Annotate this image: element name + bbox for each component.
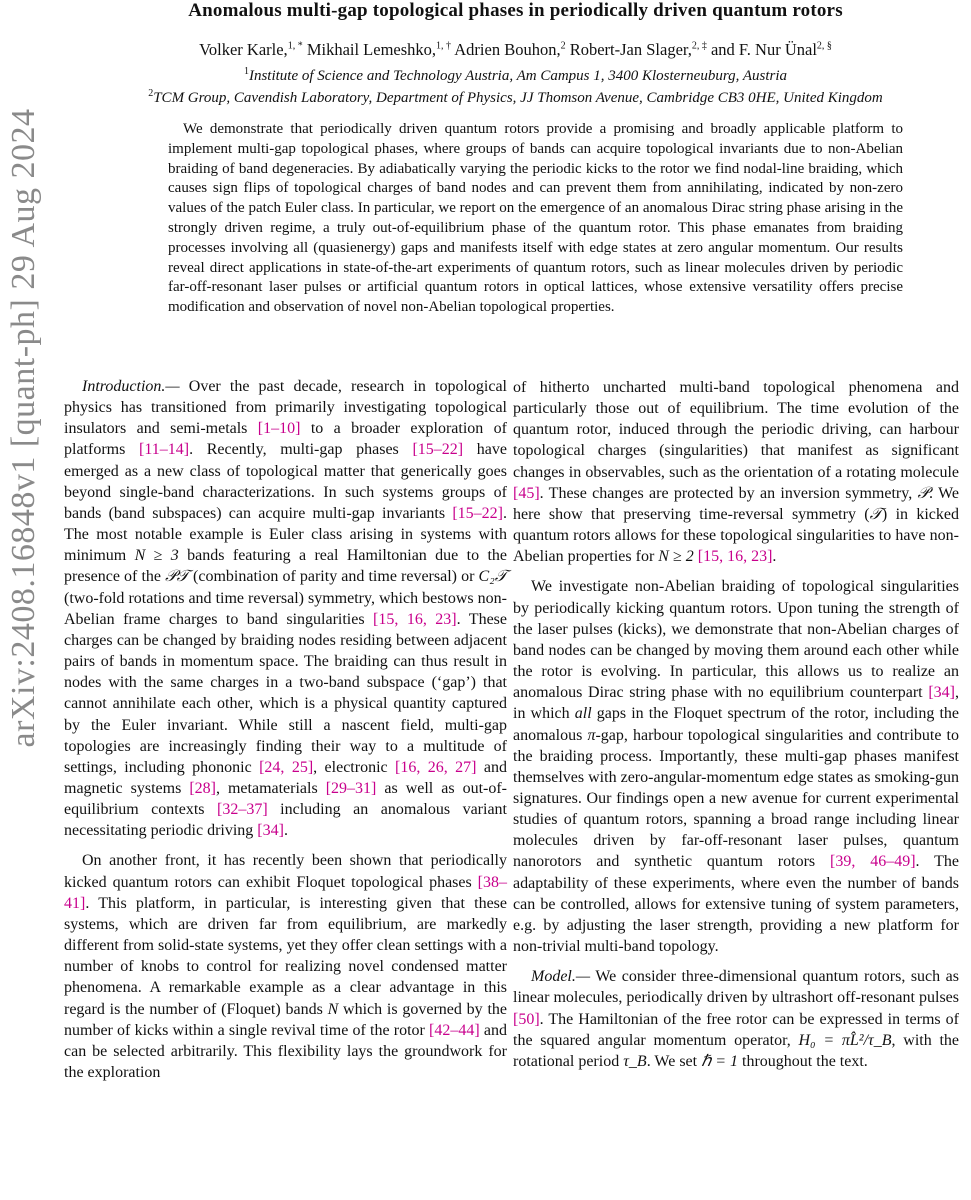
- math: C₂𝒯: [478, 568, 507, 586]
- section-heading: Introduction.—: [82, 378, 180, 395]
- citation-link[interactable]: [11–14]: [139, 441, 190, 459]
- citation-link[interactable]: [24, 25]: [259, 758, 314, 776]
- math: τ_B: [623, 1052, 647, 1070]
- citation-link[interactable]: [15–22]: [452, 504, 503, 522]
- citation-link[interactable]: [15–22]: [412, 441, 464, 459]
- affiliation-1: [60, 66, 971, 85]
- citation-link[interactable]: [39, 46–49]: [830, 853, 916, 871]
- affiliation-text: TCM Group, Cavendish Laboratory, Department of Physics, JJ Thomson Avenue, Cambridge CB3 0HE, United Kingdom: [153, 90, 883, 106]
- citation-link[interactable]: [34]: [928, 684, 955, 702]
- right-column: [513, 377, 959, 1072]
- citation-link[interactable]: [38–41]: [64, 873, 507, 912]
- math: N ≥ 2: [658, 548, 694, 566]
- author-list: [60, 40, 971, 60]
- citation-link[interactable]: [45]: [513, 484, 540, 502]
- author: Robert-Jan Slager,: [569, 40, 692, 59]
- citation-link[interactable]: [28]: [189, 779, 216, 797]
- math: 𝒫: [917, 484, 930, 502]
- citation-link[interactable]: [15, 16, 23]: [697, 548, 773, 566]
- author: Mikhail Lemeshko,: [306, 40, 437, 59]
- affiliation-text: Institute of Science and Technology Austria, Am Campus 1, 3400 Klosterneuburg, Austria: [248, 68, 788, 84]
- abstract: We demonstrate that periodically driven quantum rotors provide a promising and broadly applicable platform to implement multi-gap topological phases, where groups of bands can acquire topological invariants due to non-Abelian braiding of band degeneracies. By adiabatically varying the periodic kicks to the rotor we find nodal-line braiding, which causes sign flips of topological charges of band nodes and can prevent them from annihilating, indicated by non-zero values of the patch Euler class. In particular, we report on the emergence of an anomalous Dirac string phase arising in the strongly driven regime, a truly out-of-equilibrium phase of the quantum rotor. This phase emanates from braiding processes involving all (quasienergy) gaps and manifests itself with edge states at zero angular momentum. Our results reveal direct applications in state-of-the-art experiments of quantum rotors, such as linear molecules driven by periodic far-off-resonant laser pulses or artificial quantum rotors in optical lattices, whose extensive versatility offers precise modification and observation of novel non-Abelian topological properties.: [168, 121, 903, 316]
- math: 𝒯: [869, 505, 882, 523]
- citation-link[interactable]: [50]: [513, 1010, 540, 1028]
- author-affil-mark: 1, †: [436, 40, 452, 52]
- paragraph-introduction: Introduction.— Over the past decade, research in topological physics has transitioned from primarily investigating topological insulators and semi-metals [1–10] to a broader exploration of platforms [11–14]. Recently, multi-gap phases [15–22] have emerged as a new class of topological matter that generically goes beyond single-band characterizations. In such systems groups of bands (band subspaces) can acquire multi-gap invariants [15–22]. The most notable example is Euler class arising in systems with minimum N ≥ 3 bands featuring a real Hamiltonian due to the presence of the 𝒫𝒯 (combination of parity and time reversal) or C₂𝒯 (two-fold rotations and time reversal) symmetry, which bestows non-Abelian frame charges to band singularities [15, 16, 23]. These charges can be changed by braiding nodes residing between adjacent pairs of bands in momentum space. The braiding can thus result in nodes with the same charges in a two-band subspace (‘gap’) that cannot annihilate each other, which is a physical quantity captured by the Euler invariant. While still a nascent field, multi-gap topologies are increasingly finding their way to a multitude of settings, including phononic [24, 25], electronic [16, 26, 27] and magnetic systems [28], metamaterials [29–31] as well as out-of-equilibrium contexts [32–37] including an anomalous variant necessitating periodic driving [34].: [64, 378, 508, 840]
- citation-link[interactable]: [29–31]: [325, 779, 377, 797]
- citation-link[interactable]: [15, 16, 23]: [373, 610, 457, 628]
- section-heading: Model.—: [531, 968, 591, 986]
- citation-link[interactable]: [32–37]: [217, 801, 268, 819]
- author: and F. Nur Ünal: [710, 40, 817, 59]
- math: 𝒫𝒯: [165, 568, 189, 586]
- citation-link[interactable]: [1–10]: [257, 420, 301, 438]
- author-affil-mark: 2, §: [816, 40, 832, 52]
- emphasis: all: [574, 705, 592, 723]
- math: π: [587, 726, 596, 744]
- arxiv-identifier: arXiv:2408.16848v1 [quant-ph] 29 Aug 2024: [5, 108, 42, 748]
- paragraph-model: Model.— We consider three-dimensional quantum rotors, such as linear molecules, periodically driven by ultrashort off-resonant pulses [50]. The Hamiltonian of the free rotor can be expressed in terms of the squared angular momentum operator, H₀ = πL̂²/τ_B, with the rotational period τ_B. We set ℏ = 1 throughout the text.: [513, 968, 960, 1070]
- author: Adrien Bouhon,: [454, 40, 561, 59]
- author-affil-mark: 2: [560, 40, 566, 52]
- affiliation-2: [60, 88, 971, 107]
- author-affil-mark: 2, ‡: [691, 40, 707, 52]
- left-column: [64, 376, 507, 1083]
- affiliation-number: 1: [243, 66, 249, 77]
- citation-link[interactable]: [42–44]: [429, 1021, 480, 1039]
- paragraph: On another front, it has recently been shown that periodically kicked quantum rotors can exhibit Floquet topological phases [38–41]. This platform, in particular, is interesting given that these systems, which are driven far from equilibrium, are markedly different from solid-state systems, yet they offer clean settings with a number of knobs to control for realizing novel condensed matter phenomena. A remarkable example as a clear advantage in this regard is the number of (Floquet) bands N which is governed by the number of kicks within a single revival time of the rotor [42–44] and can be selected arbitrarily. This flexibility lays the groundwork for the exploration: [64, 852, 507, 1081]
- paragraph: We investigate non-Abelian braiding of topological singularities by periodically kicking quantum rotors. Upon tuning the strength of the laser pulses (kicks), we demonstrate that non-Abelian charges of band nodes can be changed by moving them around each other while the rotor is evolving. In particular, this allows us to realize an anomalous Dirac string phase with no equilibrium counterpart [34], in which all gaps in the Floquet spectrum of the rotor, including the anomalous π-gap, harbour topological singularities and contribute to the braiding process. Importantly, these multi-gap phases manifest themselves with zero-angular-momentum edge states as smoking-gun signatures. Our findings open a new avenue for current experimental studies of quantum rotors, spanning a broad range including linear molecules driven by far-off-resonant laser pulses, quantum nanorotors and synthetic quantum rotors [39, 46–49]. The adaptability of these experiments, where even the number of bands can be controlled, allows for extensive tuning of system parameters, e.g. by adjusting the laser strength, providing a new platform for non-trivial multi-band topology.: [513, 578, 960, 956]
- affiliation-number: 2: [148, 88, 154, 99]
- citation-link[interactable]: [34]: [257, 822, 284, 840]
- author-affil-mark: 1, *: [287, 40, 303, 52]
- author: Volker Karle,: [199, 40, 288, 59]
- arxiv-sidebar: [0, 108, 50, 748]
- citation-link[interactable]: [16, 26, 27]: [395, 758, 477, 776]
- paper-title: Anomalous multi-gap topological phases in periodically driven quantum rotors: [188, 0, 843, 21]
- math: H₀ = πL̂²/τ_B: [798, 1031, 892, 1049]
- paragraph-continued: of hitherto uncharted multi-band topological phenomena and particularly those out of equilibrium. The time evolution of the quantum rotor, induced through the periodic driving, can harbour topological charges (singularities) that manifest as significant changes in observables, such as the orientation of a rotating molecule [45]. These changes are protected by an inversion symmetry, 𝒫. We here show that preserving time-reversal symmetry (𝒯) in kicked quantum rotors allows for these topological singularities to have non-Abelian properties for N ≥ 2 [15, 16, 23].: [513, 379, 959, 566]
- math: ℏ = 1: [701, 1052, 739, 1070]
- math: N ≥ 3: [134, 547, 179, 565]
- math: N: [327, 1000, 339, 1018]
